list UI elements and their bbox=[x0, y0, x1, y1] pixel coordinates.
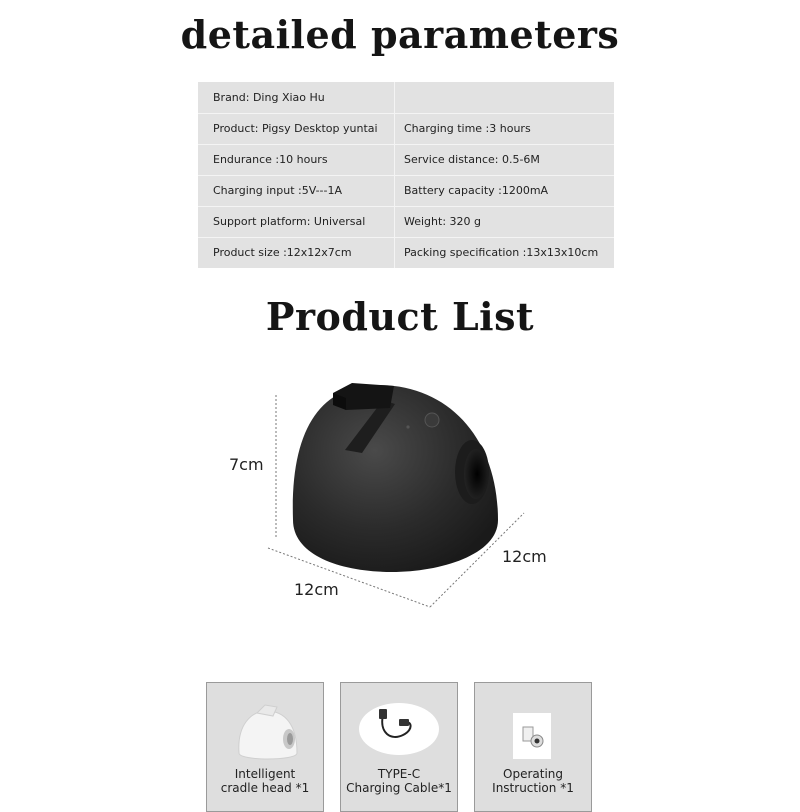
param-left: Brand: Ding Xiao Hu bbox=[213, 91, 325, 104]
param-left: Product size :12x12x7cm bbox=[213, 246, 352, 259]
item-label-line1: Operating bbox=[503, 767, 563, 781]
cradle-head-icon bbox=[207, 683, 323, 767]
width-label: 12cm bbox=[294, 580, 339, 599]
depth-label: 12cm bbox=[502, 547, 547, 566]
param-right: Packing specification :13x13x10cm bbox=[404, 246, 599, 259]
list-item bbox=[206, 682, 324, 812]
param-left: Support platform: Universal bbox=[213, 215, 366, 228]
list-item bbox=[474, 682, 592, 812]
param-left: Charging input :5V---1A bbox=[213, 184, 343, 197]
item-label-line2: Instruction *1 bbox=[492, 781, 574, 795]
cable-icon bbox=[341, 683, 457, 767]
page-title: detailed parameters bbox=[180, 12, 620, 57]
param-right: Service distance: 0.5-6M bbox=[404, 153, 540, 166]
camera-lens bbox=[464, 449, 488, 499]
item-label-line2: Charging Cable*1 bbox=[346, 781, 452, 795]
manual-icon bbox=[475, 683, 591, 767]
power-button bbox=[425, 413, 439, 427]
list-item bbox=[340, 682, 458, 812]
param-right: Charging time :3 hours bbox=[404, 122, 531, 135]
height-label: 7cm bbox=[229, 455, 264, 474]
item-label-line1: TYPE-C bbox=[377, 767, 421, 781]
product-list-title: Product List bbox=[265, 294, 535, 339]
item-label-line2: cradle head *1 bbox=[220, 781, 310, 795]
param-right: Weight: 320 g bbox=[404, 215, 481, 228]
param-left: Endurance :10 hours bbox=[213, 153, 328, 166]
item-label-line1: Intelligent bbox=[234, 767, 296, 781]
param-right: Battery capacity :1200mA bbox=[404, 184, 549, 197]
param-left: Product: Pigsy Desktop yuntai bbox=[213, 122, 378, 135]
